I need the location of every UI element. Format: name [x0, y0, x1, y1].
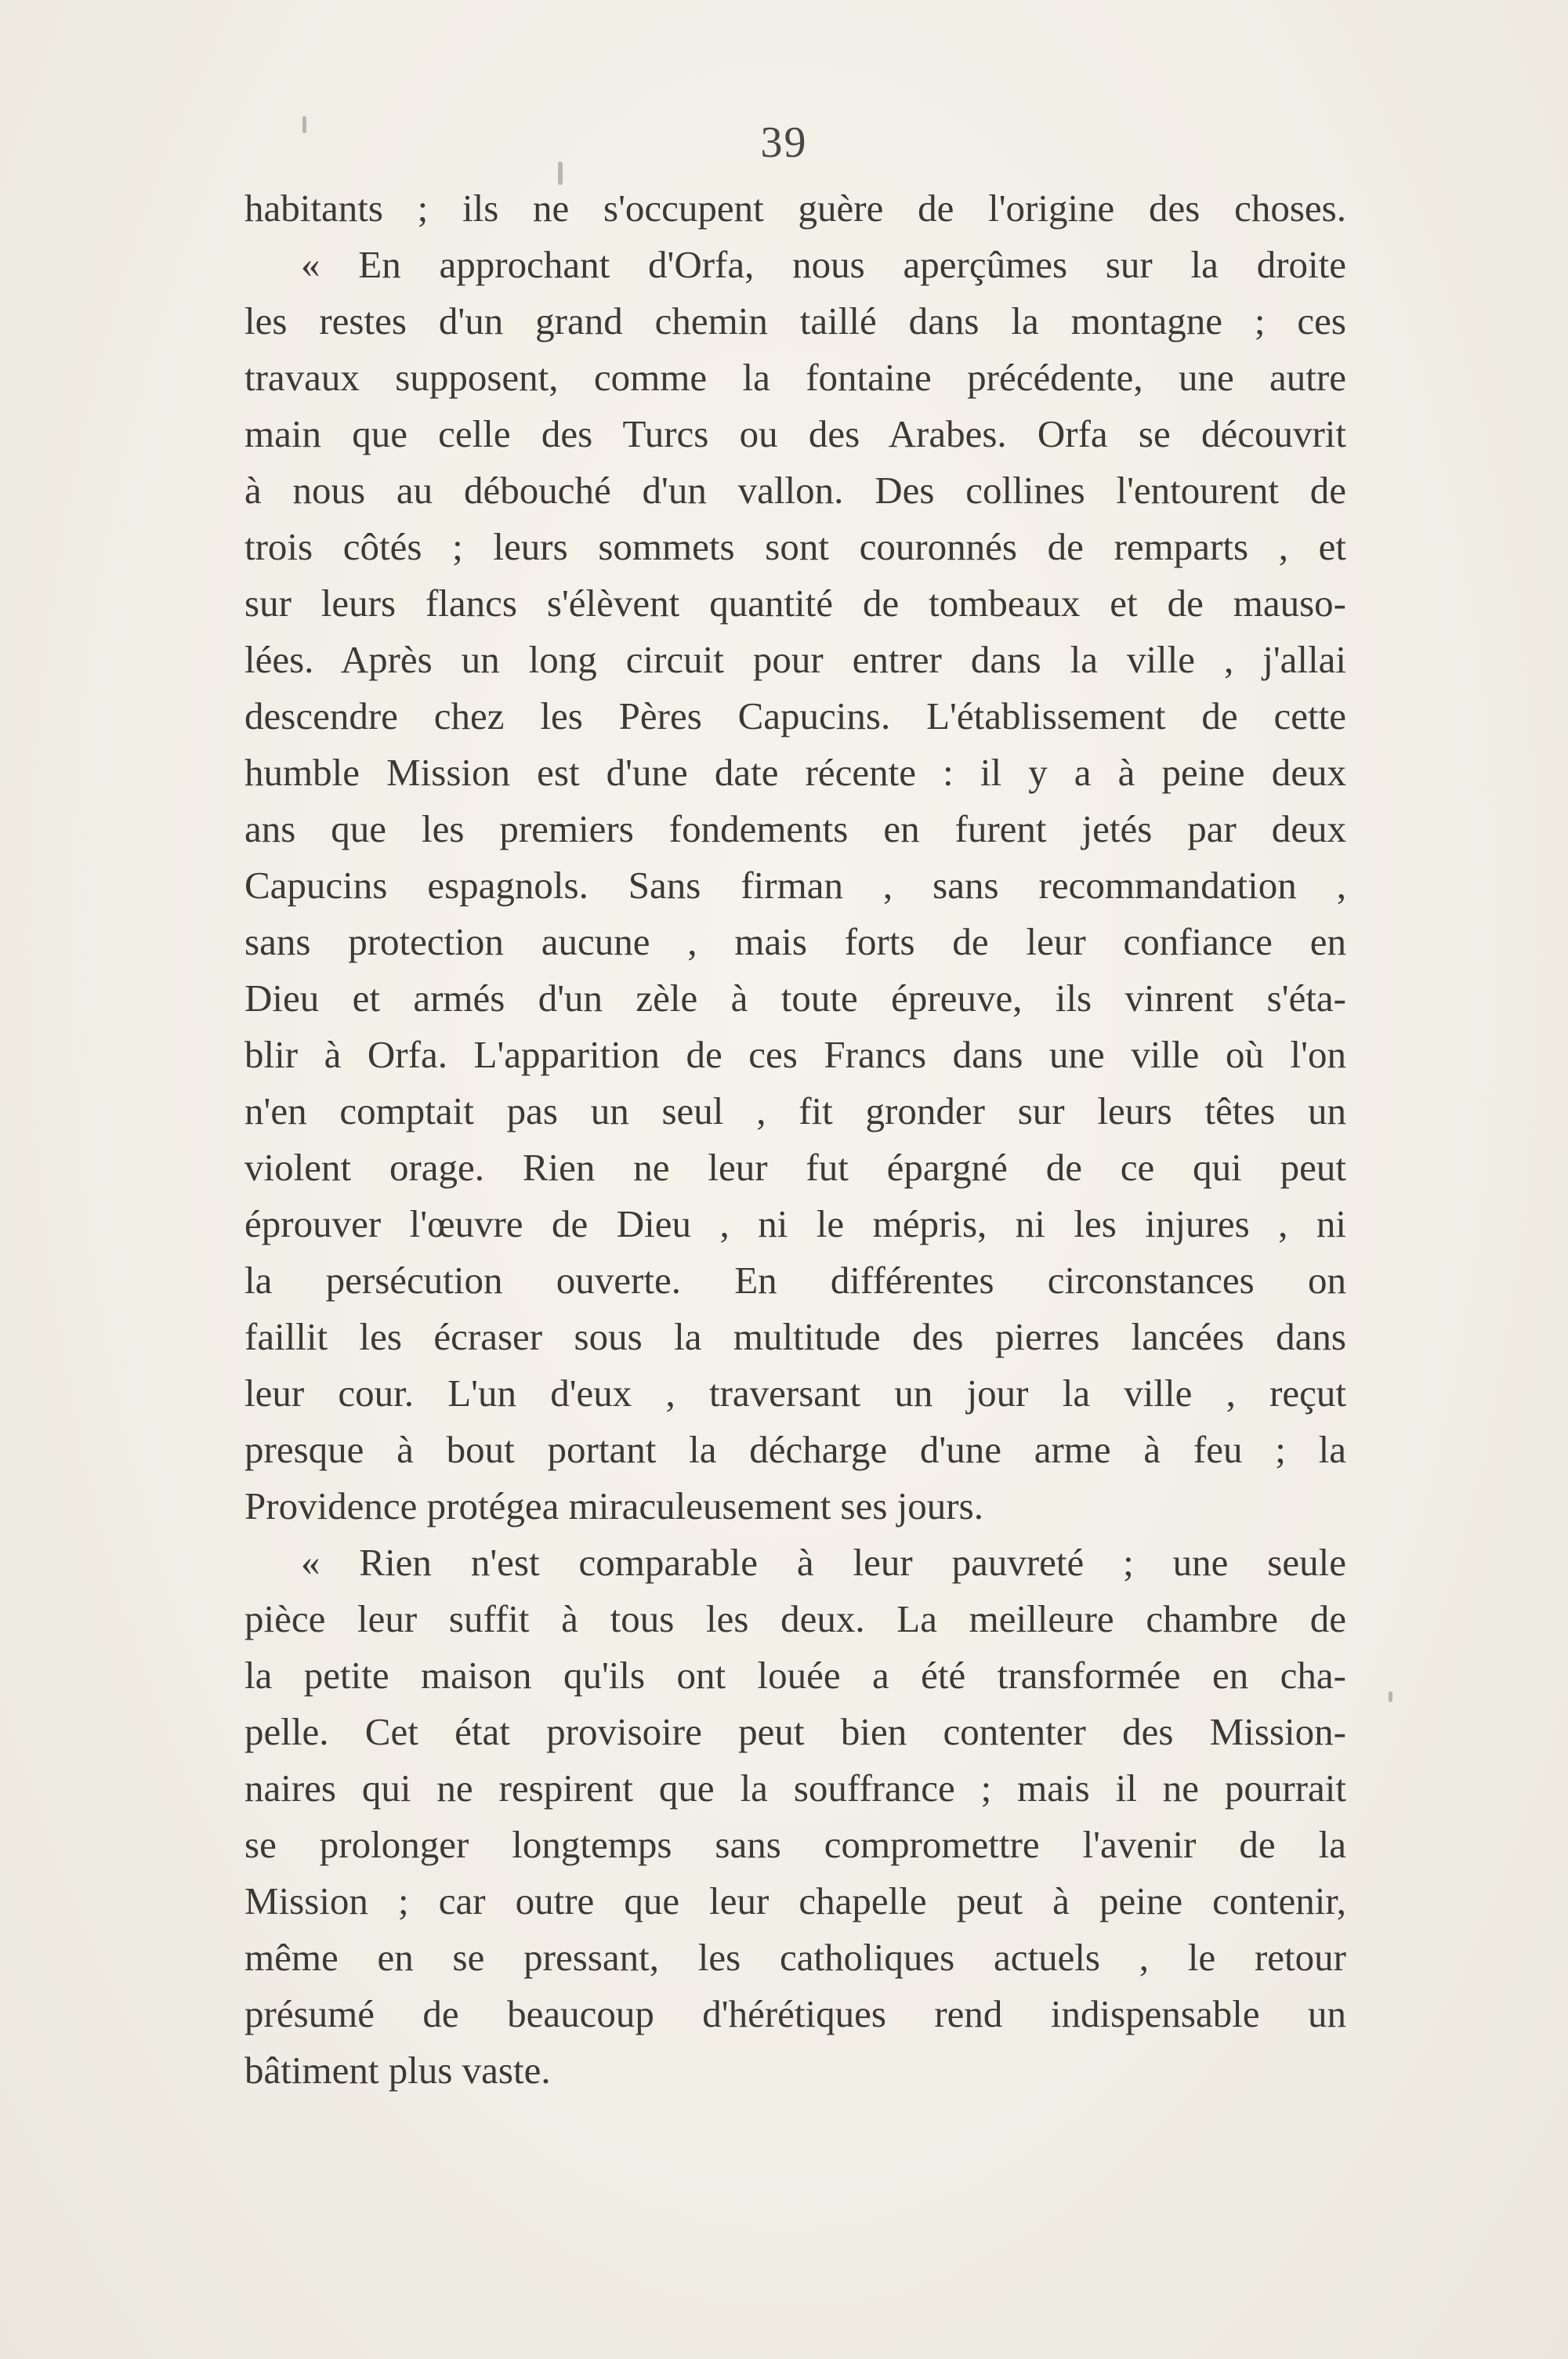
text-line: Mission ; car outre que leur chapelle peut à peine contenir, — [244, 1879, 1346, 1922]
text-line: se prolonger longtemps sans compromettre l'avenir de la — [244, 1823, 1346, 1866]
text-line: bâtiment plus vaste. — [244, 2049, 551, 2092]
text-line: la persécution ouverte. En différentes circonstances on — [244, 1259, 1346, 1302]
text-line: naires qui ne respirent que la souffrance ; mais il ne pourrait — [244, 1767, 1346, 1810]
text-line: n'en comptait pas un seul , fit gronder sur leurs têtes un — [244, 1089, 1346, 1132]
text-line: habitants ; ils ne s'occupent guère de l'origine des choses. — [244, 187, 1346, 230]
text-line: sur leurs flancs s'élèvent quantité de tombeaux et de mauso- — [244, 582, 1346, 625]
text-line: la petite maison qu'ils ont louée a été transformée en cha- — [244, 1654, 1346, 1697]
text-line: même en se pressant, les catholiques actuels , le retour — [244, 1936, 1346, 1979]
paper-blemish — [1389, 1691, 1392, 1702]
page-number: 39 — [760, 118, 808, 167]
text-line: les restes d'un grand chemin taillé dans la montagne ; ces — [244, 299, 1346, 342]
text-line: à nous au débouché d'un vallon. Des collines l'entourent de — [244, 469, 1346, 512]
text-line: trois côtés ; leurs sommets sont couronnés de remparts , et — [244, 525, 1346, 568]
text-line: violent orage. Rien ne leur fut épargné de ce qui peut — [244, 1146, 1346, 1189]
text-line: ans que les premiers fondements en furent jetés par deux — [244, 807, 1346, 850]
text-line: humble Mission est d'une date récente : il y a à peine deux — [244, 751, 1346, 794]
text-line: presque à bout portant la décharge d'une arme à feu ; la — [244, 1428, 1346, 1471]
text-line: éprouver l'œuvre de Dieu , ni le mépris, ni les injures , ni — [244, 1202, 1346, 1245]
text-line: Capucins espagnols. Sans firman , sans recommandation , — [244, 864, 1346, 907]
text-line: leur cour. L'un d'eux , traversant un jour la ville , reçut — [244, 1372, 1346, 1415]
text-line: « En approchant d'Orfa, nous aperçûmes sur la droite — [301, 243, 1346, 286]
text-line: lées. Après un long circuit pour entrer dans la ville , j'allai — [244, 638, 1346, 681]
text-line: présumé de beaucoup d'hérétiques rend indispensable un — [244, 1992, 1346, 2035]
text-line: descendre chez les Pères Capucins. L'établissement de cette — [244, 694, 1346, 737]
text-line: sans protection aucune , mais forts de leur confiance en — [244, 920, 1346, 963]
text-line: faillit les écraser sous la multitude des pierres lancées dans — [244, 1315, 1346, 1358]
text-line: pelle. Cet état provisoire peut bien contenter des Mission- — [244, 1710, 1346, 1753]
body-text — [244, 180, 1346, 2099]
text-line: Dieu et armés d'un zèle à toute épreuve, ils vinrent s'éta- — [244, 977, 1346, 1020]
text-line: blir à Orfa. L'apparition de ces Francs dans une ville où l'on — [244, 1033, 1346, 1076]
text-line: main que celle des Turcs ou des Arabes. Orfa se découvrit — [244, 412, 1346, 455]
text-line: travaux supposent, comme la fontaine précédente, une autre — [244, 356, 1346, 399]
text-line: Providence protégea miraculeusement ses jours. — [244, 1484, 983, 1527]
text-line: « Rien n'est comparable à leur pauvreté ; une seule — [301, 1541, 1346, 1584]
text-line: pièce leur suffit à tous les deux. La meilleure chambre de — [244, 1597, 1346, 1640]
